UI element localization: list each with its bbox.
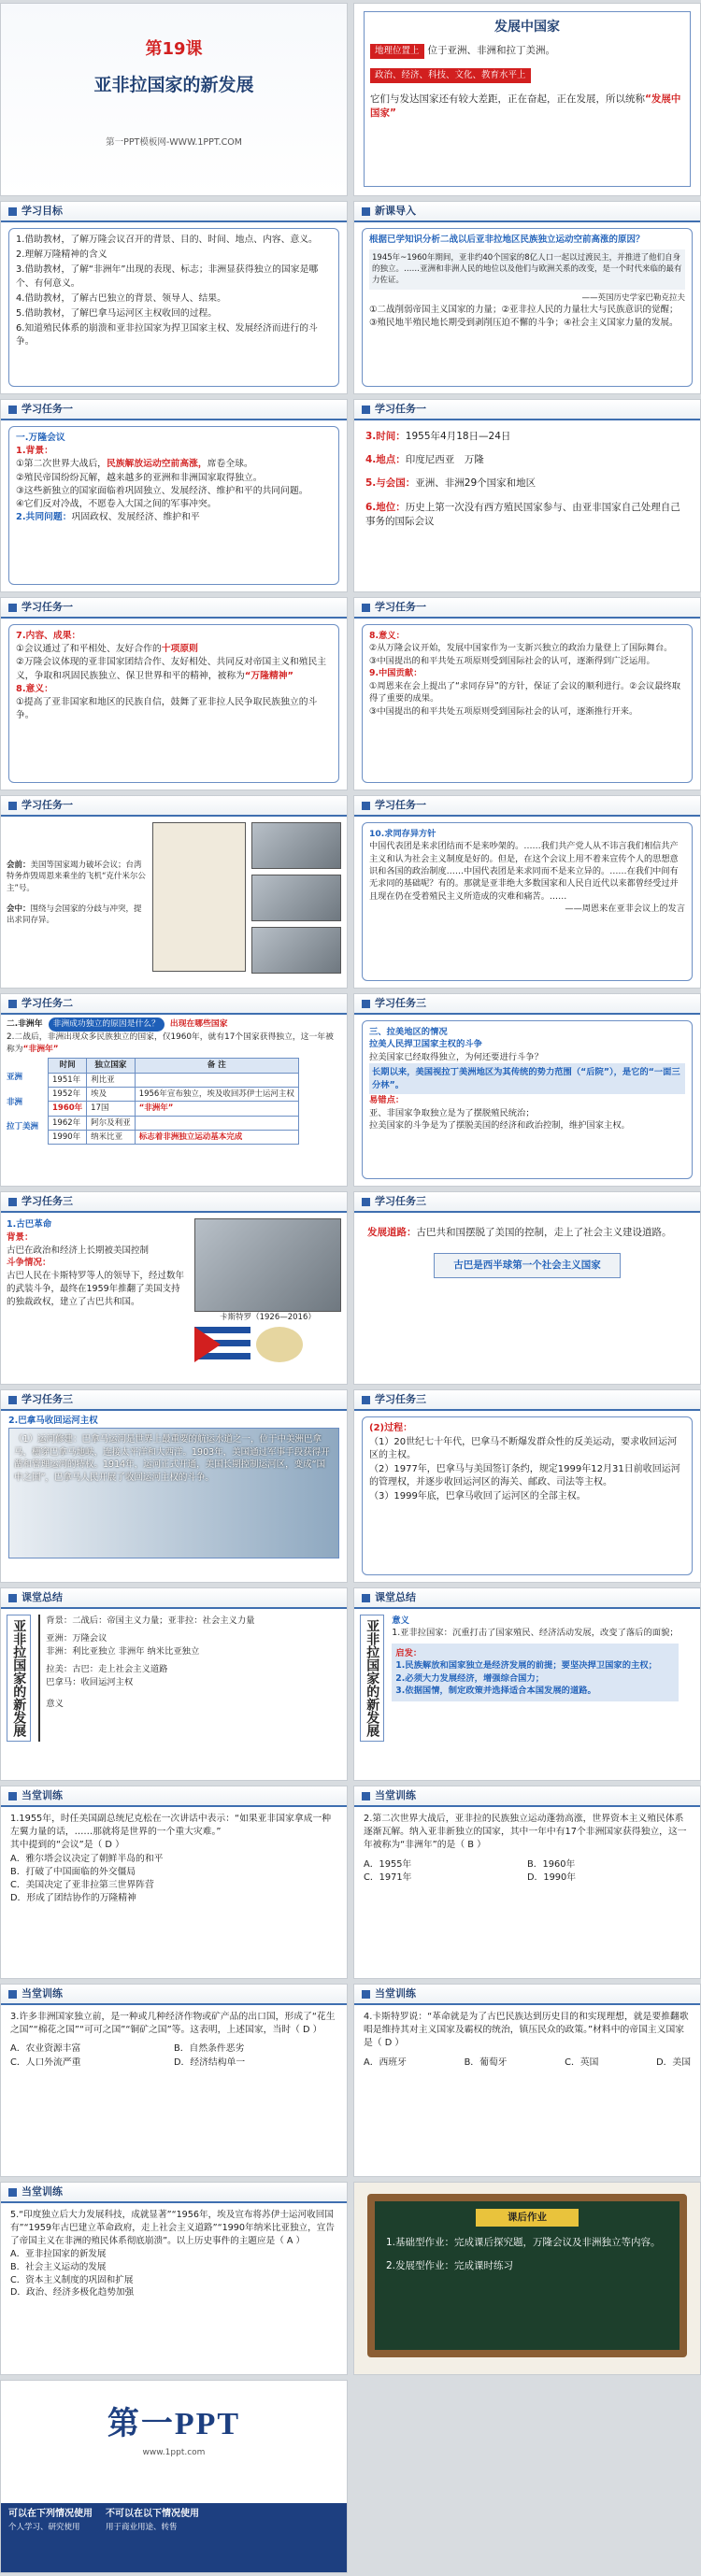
photo-image — [251, 822, 341, 869]
usage-allowed-title: 可以在下列情况使用 — [8, 2509, 93, 2519]
question: 1.1955年，时任美国副总统尼克松在一次讲话中表示：“如果亚非国家拿成一种左翼力量的话，……那就将是世界的一个重大灾难。” — [10, 1814, 332, 1838]
slide-title[interactable] — [0, 3, 348, 196]
point: 亚、非国家争取独立是为了摆脱殖民统治； — [369, 1107, 535, 1118]
caption: 卡斯特罗（1926—2016） — [220, 1313, 316, 1322]
summary-title: 亚非拉国家的新发展 — [7, 1615, 31, 1742]
question: 4.卡斯特罗说：“革命就是为了古巴民族达到历史目的和实现理想，就是要推翻歌唱是维持其对主义国家及霸权的统治，镇压民众的政策。”材料中的帝国主义国家是（ D ） — [364, 2012, 689, 2049]
point: ③这些新独立的国家面临着巩固独立、发展经济、维护和平的共同问题。 — [16, 485, 308, 496]
newspaper-image — [152, 822, 246, 972]
slide-header: 学习目标 — [1, 202, 347, 222]
objective: 3.借助教材，了解“非洲年”出现的表现、标志；非洲显获得独立的国家是哪个、有何意义。 — [16, 264, 319, 289]
highlight-box: 古巴是西半球第一个社会主义国家 — [434, 1253, 621, 1278]
castro-photo — [194, 1218, 341, 1312]
usage-forbidden-title: 不可以在以下情况使用 — [106, 2509, 199, 2519]
slide-bandung-photos[interactable] — [0, 795, 348, 989]
point: 拉美国家的斗争是为了摆脱美国的经济和政治控制，维护国家主权。 — [369, 1120, 630, 1131]
slide-summary-significance[interactable] — [353, 1587, 701, 1781]
point: ④它们反对冷战，不愿卷入大国之间的军事冲突。 — [16, 499, 217, 510]
homework-item: 1.基础型作业：完成课后探究题，万隆会议及非洲独立等内容。 — [386, 2237, 661, 2249]
slide-bandung-significance[interactable] — [353, 597, 701, 790]
slide-heading: 发展中国家 — [494, 20, 560, 35]
slide-intro[interactable] — [353, 201, 701, 394]
slide-summary[interactable] — [0, 1587, 348, 1781]
fact-row: 3.时间：1955年4月18日—24日 — [365, 431, 511, 442]
square-icon — [362, 1000, 370, 1008]
brand-url: www.1ppt.com — [142, 2448, 206, 2458]
lesson-number: 第19课 — [145, 39, 203, 59]
point: ①提高了亚非国家和地区的民族自信，鼓舞了亚非拉人民争取民族独立的斗争。 — [16, 697, 318, 721]
objective: 2.理解万隆精神的含义 — [16, 249, 107, 261]
slide-header: 学习任务一 — [1, 400, 347, 420]
point: 2.共同问题：巩固政权、发展经济、维护和平 — [16, 512, 200, 523]
empty-cell — [353, 2380, 701, 2573]
option[interactable]: B．打破了中国面临的外交僵局 — [10, 1866, 136, 1877]
slide-header: 当堂训练 — [1, 1786, 347, 1807]
slide-brand[interactable] — [0, 2380, 348, 2573]
square-icon — [8, 1198, 17, 1206]
slide-header: 学习任务一 — [354, 598, 700, 619]
slide-exercise-1[interactable] — [0, 1786, 348, 1979]
slide-exercise-3[interactable] — [0, 1984, 348, 2177]
square-icon — [362, 1594, 370, 1602]
option[interactable]: B．自然条件恶劣 — [174, 2043, 245, 2055]
slide-homework[interactable] — [353, 2182, 701, 2375]
slide-developing-countries[interactable] — [353, 3, 701, 196]
table-row: 1962年 阿尔及利亚 — [49, 1116, 299, 1130]
canal-description: （1）运河修建：巴拿马运河是世界上最重要的航运水道之一，位于中美洲巴拿马，横穿巴拿马地峡，连接太平洋和大西洋。1903年，美国通过军事手段获得开凿和管理运河的特权。1914年，运河正式开通，美国长期控制运河区，变成“国中之国”，巴拿马人民开展了收回运河主权的斗争。 — [8, 1428, 339, 1558]
caption: 会中：围绕与会国家的分歧与冲突，提出求同存异。 — [7, 904, 142, 926]
square-icon — [8, 1792, 17, 1800]
summary-title: 亚非拉国家的新发展 — [360, 1615, 384, 1742]
option[interactable]: B．1960年 — [527, 1858, 576, 1870]
option[interactable]: D．政治、经济多极化趋势加强 — [10, 2287, 135, 2298]
section-title: 7.内容、成果： — [16, 631, 81, 641]
option[interactable]: A．农业资源丰富 — [10, 2043, 81, 2055]
level-tag: 政治、经济、科技、文化、教育水平上 — [370, 68, 531, 83]
summary-node: 拉美：古巴：走上社会主义道路 — [46, 1664, 168, 1675]
region-label: 拉丁美洲 — [7, 1121, 39, 1131]
slide-header: 当堂训练 — [354, 1985, 700, 2005]
emblem-icon — [256, 1327, 303, 1362]
summary-node: 亚洲：万隆会议 — [46, 1633, 107, 1644]
table-row: 1960年 17国 “非洲年” — [49, 1102, 299, 1116]
brand-logo: 第一PPT — [107, 2407, 241, 2441]
square-icon — [8, 207, 17, 216]
point: 3.依据国情，制定政策并选择适合本国发展的道路。 — [395, 1686, 596, 1697]
section-title: 2.巴拿马收回运河主权 — [8, 1416, 98, 1426]
slide-header: 课堂总结 — [354, 1588, 700, 1609]
point: 古巴人民在卡斯特罗等人的领导下，经过数年的武装斗争，最终在1959年推翻了美国支持的独裁政权，建立了古巴共和国。 — [7, 1271, 185, 1307]
section-title: 10.求同存异方针 — [369, 829, 436, 839]
question: 根据已学知识分析二战以后亚非拉地区民族独立运动空前高涨的原因？ — [369, 235, 645, 245]
square-icon — [8, 1396, 17, 1404]
slide-bandung-background[interactable] — [0, 399, 348, 592]
quote-source: ——周恩来在亚非会议上的发言 — [565, 904, 685, 915]
point: 古巴在政治和经济上长期被美国控制 — [7, 1245, 150, 1256]
slide-header: 课堂总结 — [1, 1588, 347, 1609]
slide-header: 学习任务三 — [1, 1192, 347, 1213]
point: 2.必须大力发展经济，增强综合国力； — [395, 1672, 545, 1684]
summary-node: 背景：二战后：帝国主义力量；亚非拉：社会主义力量 — [46, 1615, 255, 1626]
slide-header: 学习任务三 — [354, 1192, 700, 1213]
option[interactable]: A．1955年 — [364, 1858, 412, 1870]
slide-header: 当堂训练 — [1, 1985, 347, 2005]
table-row: 1990年 纳米比亚 标志着非洲独立运动基本完成 — [49, 1130, 299, 1144]
square-icon — [362, 1396, 370, 1404]
point: 2.二战后，非洲出现众多民族独立的国家，仅1960年，就有17个国家获得独立，这一年被称为“非洲年” — [7, 1032, 334, 1054]
square-icon — [362, 1990, 370, 1999]
square-icon — [362, 802, 370, 810]
geo-text: 位于亚洲、非洲和拉丁美洲。 — [427, 45, 556, 57]
point: 1.亚非拉国家：沉重打击了国家殖民、经济活动发展，改变了落后的面貌； — [392, 1628, 679, 1639]
label: 背景： — [7, 1231, 34, 1243]
slide-africa-year[interactable] — [0, 993, 348, 1187]
cuba-flag-icon — [194, 1327, 250, 1362]
region-label: 亚洲 — [7, 1073, 23, 1083]
point: （1）20世纪七十年代，巴拿马不断爆发群众性的反美运动，要求收回运河区的主权。 — [369, 1436, 678, 1460]
summary-node: 意义 — [46, 1699, 64, 1710]
photo-image — [251, 875, 341, 921]
square-icon — [8, 1990, 17, 1999]
fact-row: 4.地点：印度尼西亚 万隆 — [365, 454, 484, 466]
question: 5.“印度独立后大力发展科技，成就显著”“1956年，埃及宣布将苏伊士运河收回国有”“1959年古巴建立革命政府，走上社会主义道路”“1990年纳米比亚独立，宣告了帝国主义在非洲的殖民体系彻底崩溃”。以上历史事件的主题应是（ A ） — [10, 2210, 335, 2246]
usage-footer — [1, 2503, 347, 2572]
independence-table: 时间 独立国家 备 注 1951年 利比亚 1952年 埃及 1956年宣布独立，埃及收回苏伊士运河主权 1960年 17国 “非洲年” 1962年 阿尔及利亚 1990年 纳米比亚 标志着非洲独立运动基本完成 — [48, 1058, 299, 1145]
photo-image — [251, 927, 341, 974]
slide-bandung-facts[interactable] — [353, 399, 701, 592]
label: 斗争情况： — [7, 1258, 51, 1269]
slide-header: 新课导入 — [354, 202, 700, 222]
point: ②从万隆会议开始，发展中国家作为一支新兴独立的政治力量登上了国际舞台。 — [369, 643, 673, 654]
callout: 非洲成功独立的原因是什么？ — [49, 1018, 165, 1032]
square-icon — [362, 604, 370, 612]
point: ①会议通过了和平相处、友好合作的十项原则 — [16, 644, 198, 655]
square-icon — [8, 406, 17, 414]
geo-tag: 地理位置上 — [370, 44, 424, 59]
homework-item: 2.发展型作业：完成课时练习 — [386, 2260, 514, 2272]
option[interactable]: B．社会主义运动的发展 — [10, 2261, 107, 2272]
square-icon — [362, 1792, 370, 1800]
slide-header: 学习任务一 — [1, 796, 347, 817]
square-icon — [8, 1594, 17, 1602]
fact-row: 6.地位：历史上第一次没有西方殖民国家参与、由亚非国家自己处理自己事务的国际会议 — [365, 501, 680, 527]
slide-header: 学习任务三 — [1, 1390, 347, 1411]
section-title: 三、拉美地区的情况 — [369, 1027, 448, 1037]
slide-header: 当堂训练 — [1, 2183, 347, 2203]
slide-header: 学习任务二 — [1, 994, 347, 1015]
point: ①周恩来在会上提出了“求同存异”的方针，保证了会议的顺利进行。②会议最终取得了重要的成果。 — [369, 680, 681, 704]
homework-title: 课后作业 — [476, 2209, 579, 2227]
callout: 出现在哪些国家 — [169, 1019, 228, 1029]
square-icon — [362, 207, 370, 216]
slide-header: 学习任务三 — [354, 1390, 700, 1411]
option[interactable]: C．1971年 — [364, 1872, 412, 1883]
slide-header: 学习任务一 — [354, 796, 700, 817]
point: ③中国提出的和平共处五项原则受到国际社会的认可，逐渐推行开来。 — [369, 705, 638, 717]
point: ②万隆会议体现的亚非国家团结合作、友好相处、共同反对帝国主义和殖民主义，争取和巩固民族独立、保卫世界和平的精神，被称为“万隆精神” — [16, 657, 327, 681]
slide-exercise-5[interactable] — [0, 2182, 348, 2375]
section-title: 一.万隆会议 — [16, 433, 65, 443]
section-title: 二.非洲年 — [7, 1019, 43, 1029]
point: 发展道路：古巴共和国摆脱了美国的控制，走上了社会主义建设道路。 — [367, 1227, 672, 1238]
point: 拉美人民捍卫国家主权的斗争 — [369, 1039, 482, 1050]
answer: ①二战削弱帝国主义国家的力量；②亚非拉人民的力量壮大与民族意识的觉醒；③殖民地半殖民地长期受到剥削压迫不懈的斗争；④社会主义国家力量的发展。 — [369, 305, 679, 328]
slide-exercise-2[interactable] — [353, 1786, 701, 1979]
point: ①第二次世界大战后，民族解放运动空前高涨，席卷全球。 — [16, 459, 253, 470]
caption: 会前：美国等国家竭力破坏会议；台湾特务炸毁周恩来乘坐的飞机“克什米尔公主”号。 — [7, 861, 146, 893]
table-row: 1951年 利比亚 — [49, 1073, 299, 1087]
section-title: 1.古巴革命 — [7, 1219, 52, 1230]
label: 易错点： — [369, 1095, 405, 1106]
slide-exercise-4[interactable] — [353, 1984, 701, 2177]
section-title: 9.中国贡献： — [369, 668, 422, 679]
square-icon — [8, 2188, 17, 2197]
slide-bandung-content[interactable] — [0, 597, 348, 790]
slide-seek-common-ground[interactable] — [353, 795, 701, 989]
slide-header: 学习任务一 — [1, 598, 347, 619]
slide-latin-america[interactable] — [353, 993, 701, 1187]
summary-node: 非洲：利比亚独立 非洲年 纳米比亚独立 — [46, 1645, 200, 1657]
objective: 5.借助教材，了解巴拿马运河区主权收回的过程。 — [16, 308, 218, 320]
slide-header: 学习任务三 — [354, 994, 700, 1015]
option[interactable]: A．雅尔塔会议决定了朝鲜半岛的和平 — [10, 1853, 164, 1864]
option[interactable]: A．西班牙 — [364, 2057, 407, 2068]
summary-text: 它们与发达国家还有较大差距，正在奋起，正在发展，所以统称“发展中国家” — [370, 93, 681, 120]
point: 1.民族解放和国家独立是经济发展的前提；要坚决捍卫国家的主权； — [395, 1660, 657, 1672]
section-title: 8.意义： — [16, 683, 53, 694]
quote-source: ——英国历史学家巴勒克拉夫 — [581, 292, 685, 303]
lesson-title: 亚非拉国家的新发展 — [93, 75, 254, 96]
question: 2.第二次世界大战后，亚非拉的民族独立运动蓬勃高涨，世界资本主义殖民体系逐渐瓦解。纳入亚非新独立的国家，其中一年中有17个非洲国家获得独立，这一年被称为“非洲年”的是（ B ） — [364, 1814, 687, 1851]
option[interactable]: D．经济结构单一 — [174, 2057, 246, 2068]
option[interactable]: C．英国 — [565, 2057, 599, 2068]
objective: 4.借助教材，了解古巴独立的背景、领导人、结果。 — [16, 292, 226, 304]
slide-header: 当堂训练 — [354, 1786, 700, 1807]
objective: 6.知道殖民体系的崩溃和亚非拉国家为捍卫国家主权、发展经济而进行的斗争。 — [16, 323, 318, 348]
section-title: (2)过程： — [369, 1423, 413, 1433]
slide-cuba[interactable] — [0, 1191, 348, 1385]
usage-forbidden-text: 用于商业用途、转售 — [106, 2522, 178, 2532]
summary-node: 巴拿马：收回运河主权 — [46, 1676, 134, 1687]
point: ③中国提出的和平共处五项原则受到国际社会的认可，逐渐得到广泛运用。 — [369, 655, 655, 666]
square-icon — [8, 604, 17, 612]
usage-allowed-text: 个人学习、研究使用 — [8, 2522, 80, 2532]
highlight-box: 长期以来，美国视拉丁美洲地区为其传统的势力范围（“后院”），是它的“一面三分林”。 — [369, 1063, 685, 1094]
option[interactable]: C．资本主义制度的巩固和扩展 — [10, 2274, 134, 2285]
point: 拉美国家已经取得独立，为何还要进行斗争？ — [369, 1051, 543, 1062]
option[interactable]: D．1990年 — [527, 1872, 577, 1883]
question: 3.许多非洲国家独立前，是一种或几种经济作物或矿产品的出口国，形成了“花生之国”“棉花之国”“可可之国”“铜矿之国”等。这表明，上述国家，当时（ D ） — [10, 2012, 336, 2036]
square-icon — [8, 1000, 17, 1008]
option[interactable]: D．形成了团结协作的万隆精神 — [10, 1893, 136, 1904]
region-label: 非洲 — [7, 1097, 23, 1107]
option[interactable]: B．葡萄牙 — [464, 2057, 508, 2068]
quote: 中国代表团是来求团结而不是来吵架的。……我们共产党人从不讳言我们相信共产主义和认为社会主义制度是好的。但是，在这个会议上用不着来宣传个人的思想意识和各国的政治制度……中国代表团是来求同而不是来立异的。……在我们中间有无求同的基础呢？有的。那就是亚非绝大多数国家和人民自近代以来都曾经受过并且现在仍在受着殖民主义所造成的灾难和痛苦。…… — [369, 841, 679, 902]
section-title: 8.意义： — [369, 631, 405, 641]
label: 意义 — [392, 1615, 409, 1626]
option[interactable]: C．美国决定了亚非拉第三世界阵营 — [10, 1880, 154, 1891]
label: 启发： — [395, 1647, 422, 1658]
option[interactable]: A．亚非拉国家的新发展 — [10, 2248, 107, 2259]
quote: 1945年~1960年期间，亚非约40个国家的8亿人口一起以过渡民主，并推进了他们自身的独立。……亚洲和非洲人民的地位以及他们与欧洲关系的改变，是一个时代来临的最有力佐证。 — [369, 249, 685, 290]
point: ②殖民帝国纷纷瓦解，越来越多的亚洲和非洲国家取得独立。 — [16, 472, 263, 483]
label: 1.背景： — [16, 446, 53, 457]
square-icon — [8, 802, 17, 810]
table-row: 1952年 埃及 1956年宣布独立，埃及收回苏伊士运河主权 — [49, 1087, 299, 1101]
template-credit: 第一PPT模板网-WWW.1PPT.COM — [106, 136, 242, 148]
option[interactable]: D．美国 — [656, 2057, 691, 2068]
slide-panama[interactable] — [0, 1389, 348, 1583]
option[interactable]: C．人口外流严重 — [10, 2057, 81, 2068]
square-icon — [362, 406, 370, 414]
slide-cuba-path[interactable] — [353, 1191, 701, 1385]
question: 其中提到的“会议”是（ D ） — [10, 1840, 124, 1851]
slide-objectives[interactable] — [0, 201, 348, 394]
slide-panama-process[interactable] — [353, 1389, 701, 1583]
chalkboard — [367, 2194, 687, 2357]
fact-row: 5.与会国：亚洲、非洲29个国家和地区 — [365, 477, 536, 490]
objective: 1.借助教材，了解万隆会议召开的背景、目的、时间、地点、内容、意义。 — [16, 235, 318, 245]
point: （3）1999年底，巴拿马收回了运河区的全部主权。 — [369, 1490, 586, 1501]
slide-header: 学习任务一 — [354, 400, 700, 420]
square-icon — [362, 1198, 370, 1206]
point: （2）1977年，巴拿马与美国签订条约，规定1999年12月31日前收回运河的管理权，并逐步收回运河区的海关、邮政、司法等主权。 — [369, 1463, 680, 1487]
